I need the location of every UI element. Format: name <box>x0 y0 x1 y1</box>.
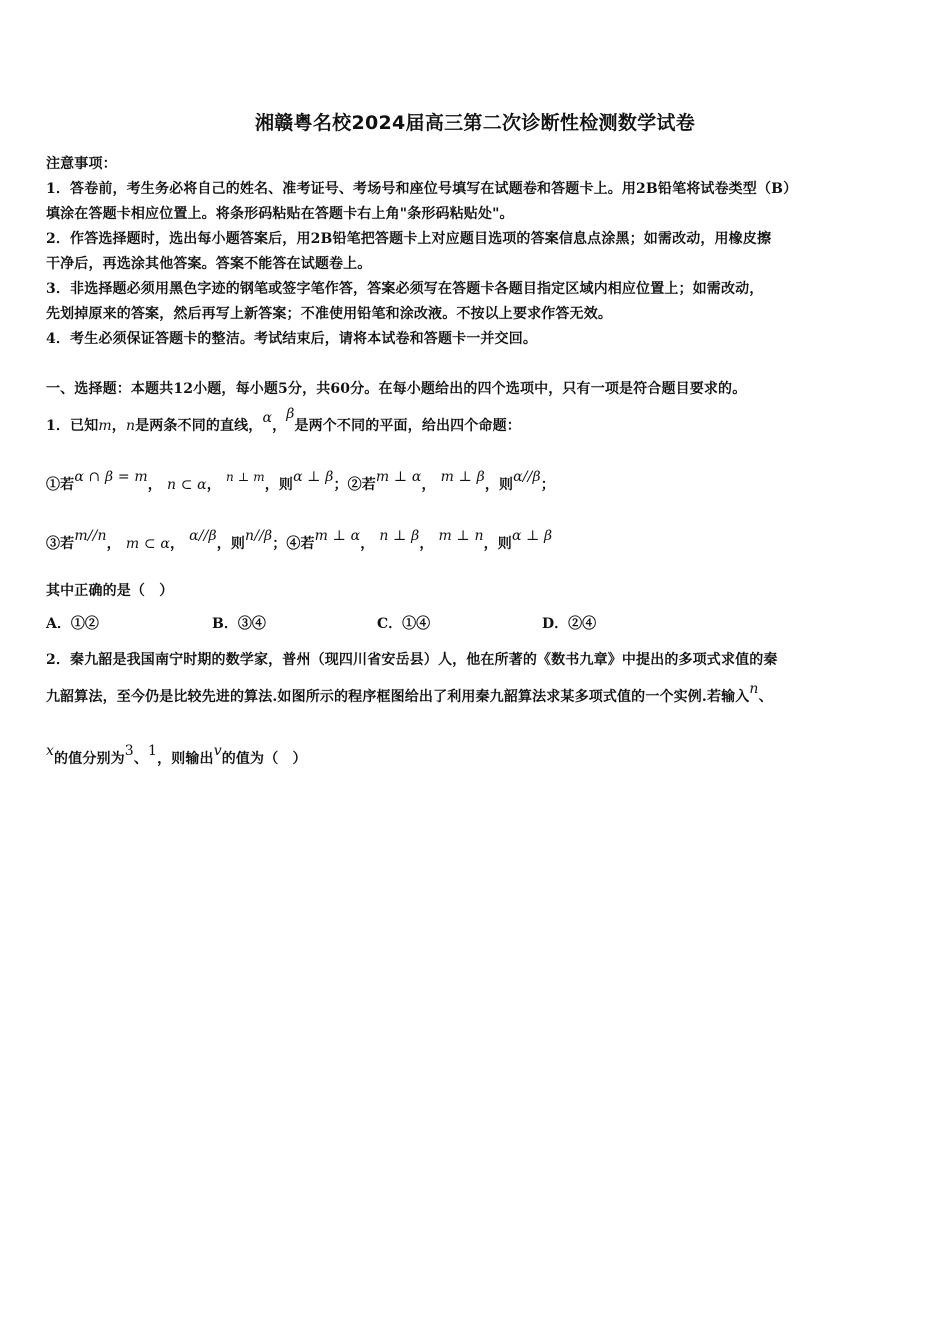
p3-cond-3: α//β <box>189 528 217 544</box>
q2-var-v: v <box>213 743 222 759</box>
q1-choice-d[interactable]: D．②④ <box>542 616 597 632</box>
then-word: ，则 <box>264 477 294 493</box>
q2-value-3: 3 <box>124 743 134 759</box>
q1-choice-a[interactable]: A．①② <box>46 616 99 632</box>
sep: ， <box>421 477 436 493</box>
q1-stem-text-e: 是两个不同的平面，给出四个命题： <box>294 418 521 434</box>
then-word: ，则 <box>216 536 246 552</box>
p2-cond-1: m ⊥ α <box>375 469 422 485</box>
sep: ， <box>360 536 375 552</box>
then-word: ，则 <box>484 477 514 493</box>
p3-cond-1: m//n <box>74 528 107 544</box>
q2-line-3 <box>46 743 307 768</box>
q2-line-3-c: ，则输出 <box>157 751 214 767</box>
q1-stem-text-b: ， <box>111 418 126 434</box>
q1-choice-c[interactable]: C．①④ <box>377 616 431 632</box>
p1-cond-1: α ∩ β = m <box>74 469 148 485</box>
p1-conclusion: α ⊥ β <box>293 469 334 485</box>
q1-stem <box>46 406 521 435</box>
p4-conclusion: α ⊥ β <box>511 528 553 544</box>
q2-line-2-end: 、 <box>758 689 773 705</box>
p3-cond-2: m ⊂ α <box>125 536 170 552</box>
p2-conclusion: α//β <box>513 469 541 485</box>
q2-line-3-b: 、 <box>133 751 149 767</box>
sep: ， <box>147 477 162 493</box>
q2-line-3-a: 的值分别为 <box>54 751 125 767</box>
p4-cond-3: m ⊥ n <box>438 528 484 544</box>
notice-line-2: 填涂在答题卡相应位置上。将条形码粘贴在答题卡右上角"条形码粘贴处"。 <box>46 206 514 222</box>
q1-var-beta: β <box>286 406 295 422</box>
p4-cond-2: n ⊥ β <box>379 528 420 544</box>
q2-line-2 <box>46 681 773 706</box>
q2-line-1: 2．秦九韶是我国南宁时期的数学家，普州（现四川省安岳县）人，他在所著的《数书九章》中提出的多项式求值的秦 <box>46 652 778 668</box>
notice-line-7: 4．考生必须保证答题卡的整洁。考试结束后，请将本试卷和答题卡一并交回。 <box>46 331 537 347</box>
q1-stem-text-c: 是两条不同的直线， <box>135 418 263 434</box>
q1-var-m: m <box>98 418 112 434</box>
q2-value-1: 1 <box>148 743 158 759</box>
end-mark: ； <box>540 477 555 493</box>
notice-line-5: 3．非选择题必须用黑色字迹的钢笔或签字笔作答，答案必须写在答题卡各题目指定区域内相应位置上；如需改动， <box>46 281 764 297</box>
q1-var-n: n <box>125 418 136 434</box>
p4-label: ；④若 <box>272 536 315 552</box>
then-word: ，则 <box>483 536 512 552</box>
sep: ， <box>206 477 221 493</box>
notice-line-4: 干净后，再选涂其他答案。答案不能答在试题卷上。 <box>46 256 372 272</box>
p1-cond-3: n ⊥ m <box>225 470 265 484</box>
p2-label: ；②若 <box>333 477 376 493</box>
p1-cond-2: n ⊂ α <box>166 477 207 493</box>
notice-line-3: 2．作答选择题时，选出每小题答案后，用2B铅笔把答题卡上对应题目选项的答案信息点涂黑；如需改动，用橡皮擦 <box>46 231 772 247</box>
q2-line-2-text: 九韶算法，至今仍是比较先进的算法.如图所示的程序框图给出了利用秦九韶算法求某多项式值的一个实例.若输入 <box>46 689 750 705</box>
p1-label: ①若 <box>46 477 75 493</box>
page-title: 湘赣粤名校2024届高三第二次诊断性检测数学试卷 <box>254 112 696 134</box>
notice-line-6: 先划掉原来的答案，然后再写上新答案；不准使用铅笔和涂改液。不按以上要求作答无效。 <box>46 306 612 322</box>
q1-prompt: 其中正确的是（ ） <box>46 583 174 599</box>
q1-choice-b[interactable]: B．③④ <box>212 616 266 632</box>
sep: ， <box>169 536 185 552</box>
sep: ， <box>106 536 121 552</box>
q1-propositions-1-2 <box>46 469 555 494</box>
notice-heading: 注意事项： <box>46 156 117 172</box>
p4-cond-1: m ⊥ α <box>314 528 361 544</box>
notice-line-1: 1．答卷前，考生务必将自己的姓名、准考证号、考场号和座位号填写在试题卷和答题卡上。用2B铅笔将试卷类型（B） <box>46 181 798 197</box>
q2-var-n: n <box>749 681 759 697</box>
q1-stem-text-d: ， <box>272 418 287 434</box>
q2-line-3-d: 的值为（ ） <box>221 751 307 767</box>
q2-var-x: x <box>46 743 55 759</box>
p3-label: ③若 <box>46 536 75 552</box>
q1-propositions-3-4 <box>46 528 553 553</box>
q1-var-alpha: α <box>262 410 273 426</box>
section-heading: 一、选择题：本题共12小题，每小题5分，共60分。在每小题给出的四个选项中，只有一项是符合题目要求的。 <box>46 381 747 397</box>
q1-stem-text-a: 1．已知 <box>46 418 99 434</box>
p3-conclusion: n//β <box>245 528 273 544</box>
p2-cond-2: m ⊥ β <box>440 469 485 485</box>
sep: ， <box>419 536 434 552</box>
